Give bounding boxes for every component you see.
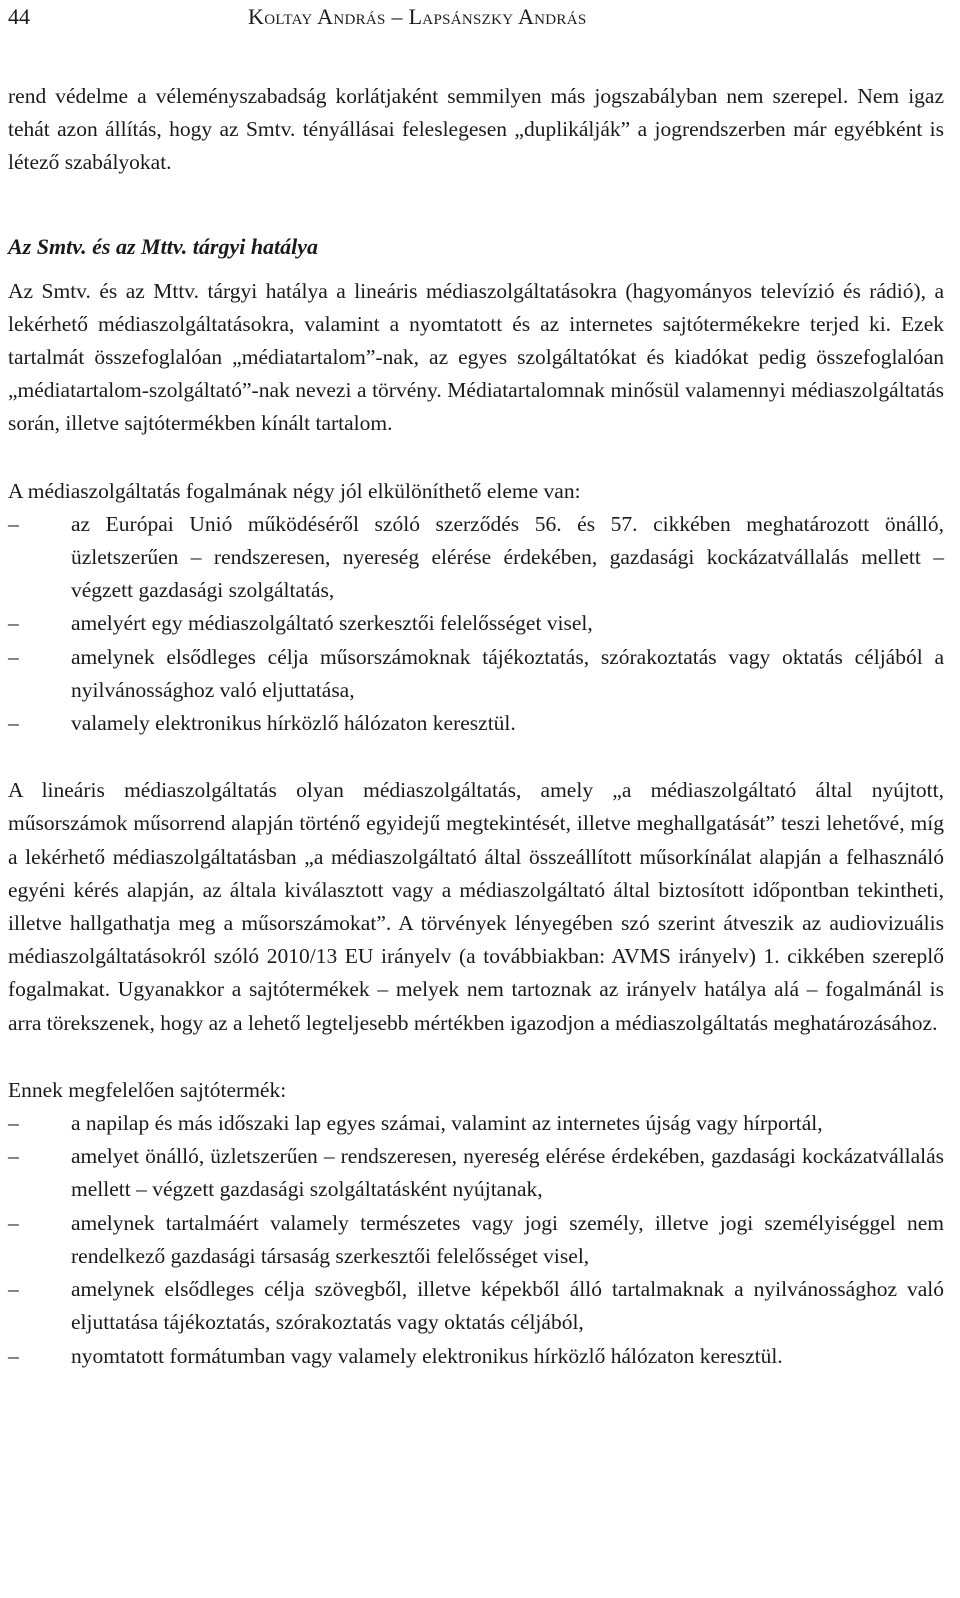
list-item-text: valamely elektronikus hírközlő hálózaton keresztül. xyxy=(71,711,516,736)
dash-bullet: – xyxy=(8,644,19,669)
list-item xyxy=(8,508,944,608)
list-item-text: amelyért egy médiaszolgáltató szerkesztői felelősséget visel, xyxy=(71,611,593,636)
list-lead: Ennek megfelelően sajtótermék: xyxy=(8,1077,287,1102)
dash-bullet: – xyxy=(8,1144,19,1169)
dash-list xyxy=(8,1107,944,1373)
dash-bullet: – xyxy=(8,611,19,636)
list-item xyxy=(8,1273,944,1339)
list-item-text: amelynek elsődleges célja műsorszámoknak tájékoztatás, szórakoztatás vagy oktatás céljából a nyilvánossághoz való eljuttatása, xyxy=(71,644,944,702)
body-paragraph: A lineáris médiaszolgáltatás olyan médiaszolgáltatás, amely „a médiaszolgáltató által nyújtott, műsorszámok műsorrend alapján történő egyidejű megtekintését, illetve meghallgatását” teszi lehetővé, míg a lekérhető médiaszolgáltatásban „a médiaszolgáltató által összeállított műsorkínálat alapján a felhasználó egyéni kérés alapján, az általa kiválasztott vagy a médiaszolgáltató által biztosított időpontban tekintheti, illetve hallgathatja meg a műsorszámokat”. A törvények lényegében szó szerint átveszik az audiovizuális médiaszolgáltatásokról szóló 2010/13 EU irányelv (a továbbiakban: AVMS irányelv) 1. cikkében szereplő fogalmakat. Ugyanakkor a sajtótermékek – melyek nem tartoznak az irányelv hatálya alá – fogalmánál is arra törekszenek, hogy az a lehető legteljesebb mértékben igazodjon a médiaszolgáltatás meghatározásához. xyxy=(8,778,944,1035)
list-item-text: a napilap és más időszaki lap egyes számai, valamint az internetes újság vagy hírportál, xyxy=(71,1111,823,1136)
header-authors: Koltay András – Lapsánszky András xyxy=(248,4,587,29)
dash-bullet: – xyxy=(8,1111,19,1136)
list-lead: A médiaszolgáltatás fogalmának négy jól elkülöníthető eleme van: xyxy=(8,478,581,503)
section-heading: Az Smtv. és az Mttv. tárgyi hatálya xyxy=(8,233,319,259)
list-item-text: nyomtatott formátumban vagy valamely elektronikus hírközlő hálózaton keresztül. xyxy=(71,1343,783,1368)
dash-bullet: – xyxy=(8,711,19,736)
body-paragraph: rend védelme a véleményszabadság korlátjaként semmilyen más jogszabályban nem szerepel. Nem igaz tehát azon állítás, hogy az Smtv. tényállásai feleslegesen „duplikálják” a jogrendszerben már egyébként is létező szabályokat. xyxy=(8,84,944,175)
list-item xyxy=(8,641,944,707)
running-header xyxy=(8,2,944,38)
list-item xyxy=(8,1140,944,1206)
dash-bullet: – xyxy=(8,511,19,536)
list-item xyxy=(8,1207,944,1273)
list-item-text: amelyet önálló, üzletszerűen – rendszeresen, nyereség elérése érdekében, gazdasági kockázatvállalás mellett – végzett gazdasági szolgáltatásként nyújtanak, xyxy=(71,1144,944,1202)
list-item xyxy=(8,1340,944,1373)
dash-bullet: – xyxy=(8,1343,19,1368)
dash-list xyxy=(8,508,944,740)
list-item-text: az Európai Unió működéséről szóló szerződés 56. és 57. cikkében meghatározott önálló, üzletszerűen – rendszeresen, nyereség elérése érdekében, gazdasági kockázatvállalás mellett – végzett gazdasági szolgáltatás, xyxy=(71,511,944,603)
page-number: 44 xyxy=(8,4,30,29)
list-item-text: amelynek tartalmáért valamely természetes vagy jogi személy, illetve jogi személyiséggel nem rendelkező gazdasági társaság szerkesztői felelősséget visel, xyxy=(71,1210,944,1268)
dash-bullet: – xyxy=(8,1277,19,1302)
body-paragraph: Az Smtv. és az Mttv. tárgyi hatálya a lineáris médiaszolgáltatásokra (hagyományos televízió és rádió), a lekérhető médiaszolgáltatásokra, valamint a nyomtatott és az internetes sajtótermékekre terjed ki. Ezek tartalmát összefoglalóan „médiatartalom”-nak, az egyes szolgáltatókat és kiadókat pedig összefoglalóan „médiatartalom-szolgáltató”-nak nevezi a törvény. Médiatartalomnak minősül valamennyi médiaszolgáltatás során, illetve sajtótermékben kínált tartalom. xyxy=(8,278,944,436)
press-product-definition xyxy=(8,1074,944,1373)
list-item xyxy=(8,607,944,640)
dash-bullet: – xyxy=(8,1210,19,1235)
document-page xyxy=(8,2,944,1373)
list-item xyxy=(8,1107,944,1140)
list-item xyxy=(8,707,944,740)
media-service-definition xyxy=(8,475,944,741)
list-item-text: amelynek elsődleges célja szövegből, illetve képekből álló tartalmaknak a nyilvánossághoz való eljuttatása tájékoztatás, szórakoztatás vagy oktatás céljából, xyxy=(71,1277,944,1335)
